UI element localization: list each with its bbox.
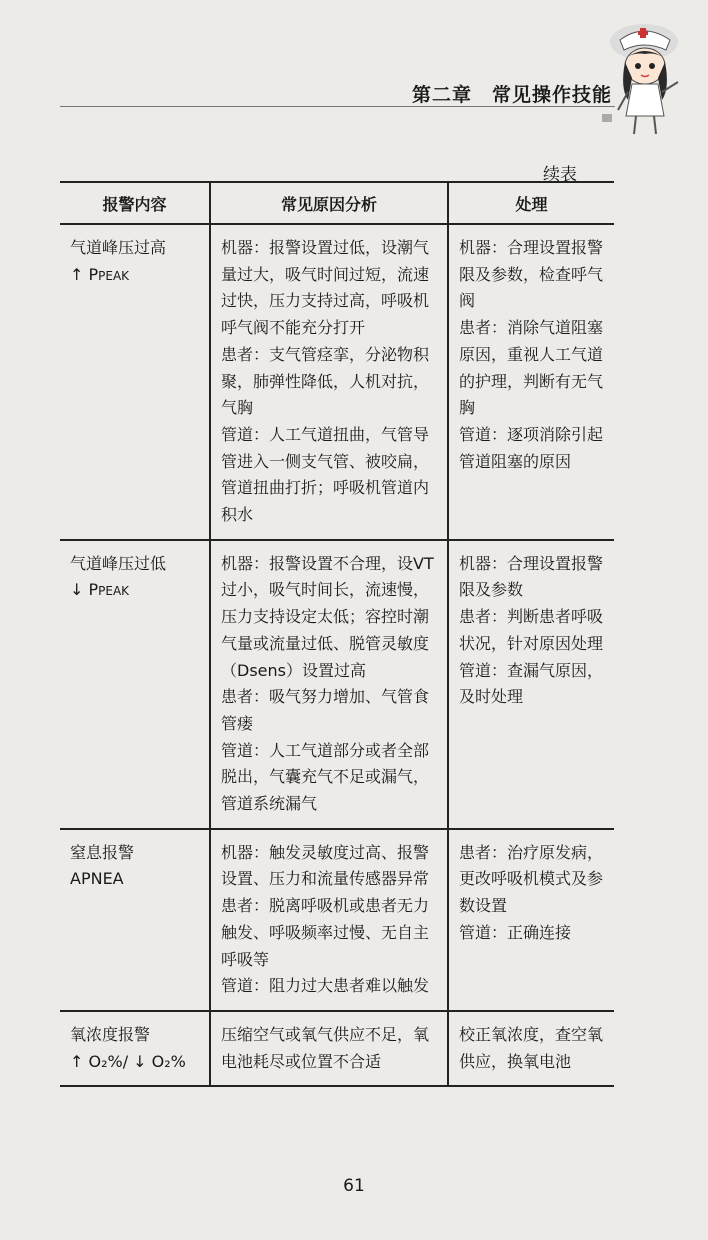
actions-cell <box>448 540 614 829</box>
alarm-cell <box>60 224 210 540</box>
cause-tubing: 管道：人工气道部分或者全部脱出，气囊充气不足或漏气，管道系统漏气 <box>221 740 430 814</box>
table-row <box>60 829 614 1011</box>
actions-cell <box>448 1011 614 1086</box>
causes-cell <box>210 540 448 829</box>
ventilator-alarm-table <box>60 181 614 1087</box>
alarm-code: ↓ PPEAK <box>70 580 130 600</box>
action-patient: 患者：判断患者呼吸状况，针对原因处理 <box>459 607 604 653</box>
table-row <box>60 540 614 829</box>
action-tubing: 管道：查漏气原因，及时处理 <box>459 660 604 707</box>
action-tubing: 管道：逐项消除引起管道阻塞的原因 <box>459 424 604 471</box>
cause-general: 压缩空气或氧气供应不足，氧电池耗尽或位置不合适 <box>221 1024 430 1071</box>
table-row <box>60 224 614 540</box>
actions-cell <box>448 829 614 1011</box>
causes-cell <box>210 829 448 1011</box>
alarm-name: 气道峰压过高 <box>70 238 167 257</box>
actions-cell <box>448 224 614 540</box>
cause-machine: 机器：报警设置不合理，设VT过小，吸气时间长，流速慢，压力支持设定太低；容控时潮气量或流量过低、脱管灵敏度（Dsens）设置过高 <box>221 553 434 680</box>
page-number: 61 <box>343 1176 365 1196</box>
action-patient: 患者：治疗原发病，更改呼吸机模式及参数设置 <box>459 842 604 916</box>
causes-cell <box>210 224 448 540</box>
alarm-code: APNEA <box>70 869 124 889</box>
table-header-row <box>60 182 614 224</box>
cause-patient: 患者：吸气努力增加、气管食管瘘 <box>221 687 430 733</box>
header-divider <box>60 106 615 107</box>
action-tubing: 管道：正确连接 <box>459 922 572 942</box>
chapter-title: 第二章 常见操作技能 <box>412 84 613 106</box>
alarm-cell <box>60 829 210 1011</box>
alarm-code-subscript: PEAK <box>98 268 130 283</box>
continued-label: 续表 <box>543 165 577 185</box>
cause-tubing: 管道：人工气道扭曲，气管导管进入一侧支气管、被咬扁，管道扭曲打折；呼吸机管道内积水 <box>221 424 430 525</box>
alarm-code: ↑ O₂%/ ↓ O₂% <box>70 1051 186 1071</box>
column-header-causes: 常见原因分析 <box>210 182 448 224</box>
column-header-actions: 处理 <box>448 182 614 224</box>
nurse-mascot-illustration <box>598 18 688 138</box>
alarm-cell <box>60 540 210 829</box>
column-header-alarm: 报警内容 <box>60 182 210 224</box>
causes-cell <box>210 1011 448 1086</box>
alarm-name: 氧浓度报警 <box>70 1024 151 1044</box>
alarm-code-subscript: PEAK <box>98 584 130 599</box>
alarm-cell <box>60 1011 210 1086</box>
table-row <box>60 1011 614 1086</box>
alarm-name: 气道峰压过低 <box>70 553 167 573</box>
action-general: 校正氧浓度，查空氧供应，换氧电池 <box>459 1024 604 1071</box>
action-machine: 机器：合理设置报警限及参数 <box>459 553 604 600</box>
cause-machine-patient: 机器：触发灵敏度过高、报警设置、压力和流量传感器异常患者：脱离呼吸机或患者无力触发、呼吸频率过慢、无自主呼吸等 <box>221 842 430 969</box>
cause-machine: 机器：报警设置过低，设潮气量过大，吸气时间过短，流速过快，压力支持过高，呼吸机呼气阀不能充分打开 <box>221 238 430 338</box>
cause-patient: 患者：支气管痉挛，分泌物积聚，肺弹性降低，人机对抗，气胸 <box>221 344 430 418</box>
alarm-code: ↑ PPEAK <box>70 264 130 284</box>
action-patient: 患者：消除气道阻塞原因，重视人工气道的护理，判断有无气胸 <box>459 318 604 418</box>
alarm-name: 窒息报警 <box>70 842 135 862</box>
cause-tubing: 管道：阻力过大患者难以触发 <box>221 976 430 996</box>
action-machine: 机器：合理设置报警限及参数，检查呼气阀 <box>459 238 604 311</box>
